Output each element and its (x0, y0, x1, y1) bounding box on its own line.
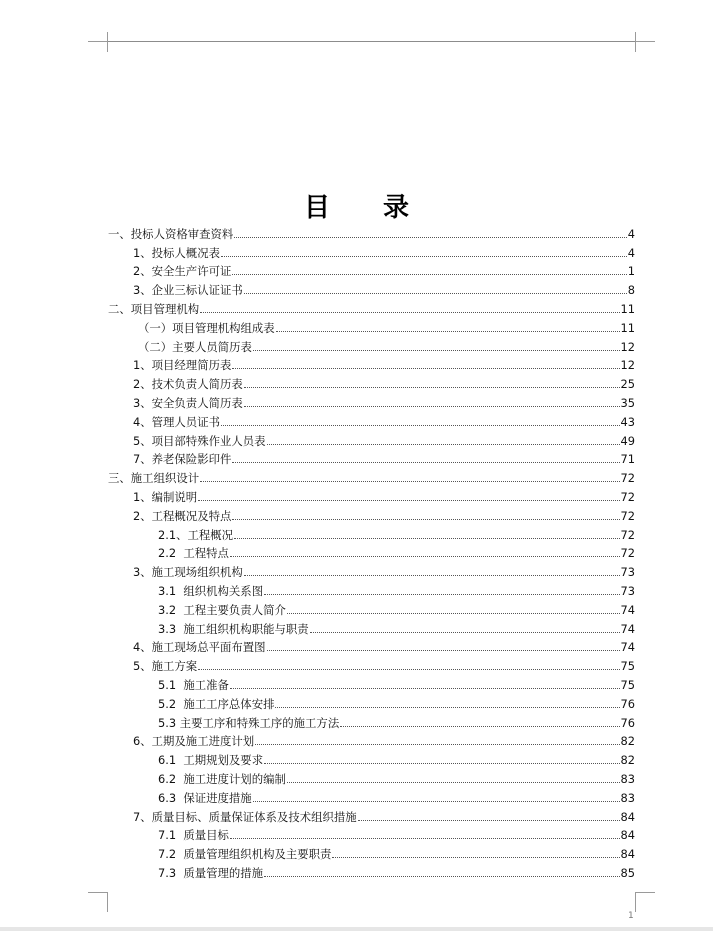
toc-entry[interactable] (158, 673, 635, 692)
toc-leader-dots (340, 726, 619, 727)
toc-entry[interactable] (158, 748, 635, 767)
toc-entry-title: 3、施工现场组织机构 (133, 565, 243, 580)
toc-leader-dots (244, 406, 620, 407)
toc-leader-dots (253, 801, 620, 802)
toc-entry[interactable] (133, 805, 635, 824)
toc-entry-title: 2、安全生产许可证 (133, 264, 232, 279)
toc-entry-title: 3.1 组织机构关系图 (158, 583, 264, 598)
toc-entry[interactable] (133, 485, 635, 504)
toc-entry-page: 76 (620, 696, 635, 711)
toc-entry-title: 5.2 施工工序总体安排 (158, 696, 275, 711)
toc-leader-dots (200, 481, 619, 482)
toc-entry-page: 84 (620, 847, 635, 862)
toc-entry-title: 4、施工现场总平面布置图 (133, 640, 266, 655)
toc-leader-dots (230, 838, 620, 839)
toc-leader-dots (234, 538, 619, 539)
toc-entry[interactable] (133, 560, 635, 579)
toc-entry[interactable] (158, 579, 635, 598)
toc-entry-title: 3.3 施工组织机构职能与职责 (158, 621, 309, 636)
toc-entry-title: 7.3 质量管理的措施 (158, 865, 264, 880)
toc-entry-page: 74 (620, 640, 635, 655)
toc-entry-title: 4、管理人员证书 (133, 414, 220, 429)
toc-entry-page: 84 (620, 828, 635, 843)
toc-leader-dots (221, 256, 627, 257)
toc-entry-page: 82 (620, 734, 635, 749)
toc-leader-dots (358, 820, 620, 821)
toc-entry-title: 3、安全负责人简历表 (133, 395, 243, 410)
toc-entry[interactable] (158, 523, 635, 542)
toc-entry[interactable] (133, 730, 635, 749)
toc-entry-page: 43 (620, 414, 635, 429)
toc-leader-dots (198, 500, 619, 501)
toc-entry-page: 72 (620, 489, 635, 504)
toc-leader-dots (310, 632, 620, 633)
page-number: 1 (628, 911, 634, 921)
toc-leader-dots (264, 876, 619, 877)
toc-entry-page: 72 (620, 471, 635, 486)
toc-entry-page: 75 (620, 659, 635, 674)
toc-leader-dots (230, 556, 620, 557)
toc-leader-dots (232, 274, 626, 275)
toc-entry-title: 3、企业三标认证证书 (133, 283, 243, 298)
page-bottom-edge (0, 927, 713, 931)
toc-entry[interactable] (158, 711, 635, 730)
toc-entry-title: 2.2 工程特点 (158, 546, 229, 561)
toc-entry[interactable] (108, 297, 635, 316)
toc-entry-page: 11 (620, 301, 635, 316)
toc-entry-title: 1、编制说明 (133, 489, 198, 504)
toc-entry-page: 72 (620, 546, 635, 561)
page-title: 目 录 (303, 193, 432, 223)
toc-entry-page: 35 (620, 395, 635, 410)
toc-entry-page: 74 (620, 602, 635, 617)
toc-entry[interactable] (133, 391, 635, 410)
toc-entry[interactable] (158, 861, 635, 880)
toc-entry[interactable] (133, 636, 635, 655)
toc-entry[interactable] (138, 316, 635, 335)
toc-entry[interactable] (133, 429, 635, 448)
toc-entry-page: 4 (627, 245, 635, 260)
toc-entry-page: 4 (627, 226, 635, 241)
toc-entry[interactable] (133, 448, 635, 467)
toc-entry-title: 7.2 质量管理组织机构及主要职责 (158, 847, 332, 862)
toc-leader-dots (232, 519, 619, 520)
toc-entry-title: 5、施工方案 (133, 659, 198, 674)
toc-entry-page: 71 (620, 452, 635, 467)
toc-entry-page: 73 (620, 583, 635, 598)
toc-entry-page: 85 (620, 865, 635, 880)
toc-leader-dots (234, 237, 626, 238)
toc-entry[interactable] (138, 335, 635, 354)
toc-leader-dots (267, 444, 620, 445)
toc-entry[interactable] (133, 504, 635, 523)
toc-entry-title: 二、项目管理机构 (108, 301, 200, 316)
toc-entry[interactable] (158, 786, 635, 805)
toc-entry-page: 25 (620, 377, 635, 392)
toc-entry-page: 49 (620, 433, 635, 448)
toc-entry-title: 一、投标人资格审查资料 (108, 226, 234, 241)
toc-entry-title: 6、工期及施工进度计划 (133, 734, 255, 749)
toc-entry-page: 83 (620, 790, 635, 805)
toc-leader-dots (275, 707, 619, 708)
toc-entry[interactable] (158, 842, 635, 861)
toc-leader-dots (244, 387, 620, 388)
toc-entry-title: 7.1 质量目标 (158, 828, 229, 843)
toc-entry-title: 5.3 主要工序和特殊工序的施工方法 (158, 715, 340, 730)
toc-entry[interactable] (133, 410, 635, 429)
toc-entry-page: 83 (620, 771, 635, 786)
toc-entry[interactable] (133, 278, 635, 297)
toc-entry-title: 三、施工组织设计 (108, 471, 200, 486)
toc-entry[interactable] (133, 654, 635, 673)
toc-entry-page: 11 (620, 320, 635, 335)
toc-entry[interactable] (133, 354, 635, 373)
toc-leader-dots (244, 575, 620, 576)
toc-entry[interactable] (158, 767, 635, 786)
toc-entry-page: 73 (620, 565, 635, 580)
toc-entry-title: 7、养老保险影印件 (133, 452, 232, 467)
toc-leader-dots (255, 744, 619, 745)
toc-leader-dots (264, 594, 619, 595)
toc-leader-dots (244, 293, 627, 294)
toc-leader-dots (230, 688, 620, 689)
toc-entry[interactable] (158, 692, 635, 711)
toc-entry-page: 72 (620, 508, 635, 523)
toc-entry-page: 74 (620, 621, 635, 636)
toc-leader-dots (198, 669, 619, 670)
toc-entry-title: 2.1、工程概况 (158, 527, 234, 542)
toc-entry-page: 84 (620, 809, 635, 824)
toc-leader-dots (267, 650, 620, 651)
toc-leader-dots (287, 782, 620, 783)
header-rule (108, 41, 635, 42)
toc-entry[interactable] (158, 617, 635, 636)
toc-entry-title: 5、项目部特殊作业人员表 (133, 433, 266, 448)
toc-entry[interactable] (158, 542, 635, 561)
toc-entry-page: 8 (627, 283, 635, 298)
toc-leader-dots (264, 763, 619, 764)
toc-entry-title: （二）主要人员简历表 (138, 339, 252, 354)
toc-entry-page: 12 (620, 339, 635, 354)
toc-entry-title: 6.1 工期规划及要求 (158, 753, 264, 768)
toc-entry[interactable] (108, 222, 635, 241)
toc-entry-title: 7、质量目标、质量保证体系及技术组织措施 (133, 809, 357, 824)
toc-entry-page: 72 (620, 527, 635, 542)
toc-entry[interactable] (133, 241, 635, 260)
toc-entry-page: 1 (627, 264, 635, 279)
toc-entry-title: 3.2 工程主要负责人简介 (158, 602, 286, 617)
toc-leader-dots (200, 312, 619, 313)
toc-leader-dots (221, 425, 620, 426)
toc-entry-title: 6.2 施工进度计划的编制 (158, 771, 286, 786)
toc-leader-dots (232, 368, 619, 369)
toc-entry-title: 5.1 施工准备 (158, 677, 229, 692)
toc-entry-title: 1、投标人概况表 (133, 245, 220, 260)
toc-entry-title: 1、项目经理简历表 (133, 358, 232, 373)
toc-entry[interactable] (158, 598, 635, 617)
toc-leader-dots (332, 857, 619, 858)
toc-leader-dots (253, 350, 620, 351)
toc-entry-title: （一）项目管理机构组成表 (138, 320, 275, 335)
toc-entry-title: 6.3 保证进度措施 (158, 790, 252, 805)
toc-entry[interactable] (133, 260, 635, 279)
toc-entry-page: 76 (620, 715, 635, 730)
toc-entry[interactable] (158, 824, 635, 843)
toc-entry-title: 2、技术负责人简历表 (133, 377, 243, 392)
toc-entry-page: 75 (620, 677, 635, 692)
toc-leader-dots (276, 331, 620, 332)
toc-entry-page: 82 (620, 753, 635, 768)
toc-leader-dots (232, 462, 619, 463)
toc-leader-dots (287, 613, 620, 614)
toc-entry-title: 2、工程概况及特点 (133, 508, 232, 523)
toc-entry-page: 12 (620, 358, 635, 373)
toc-entry[interactable] (108, 466, 635, 485)
toc-entry[interactable] (133, 372, 635, 391)
